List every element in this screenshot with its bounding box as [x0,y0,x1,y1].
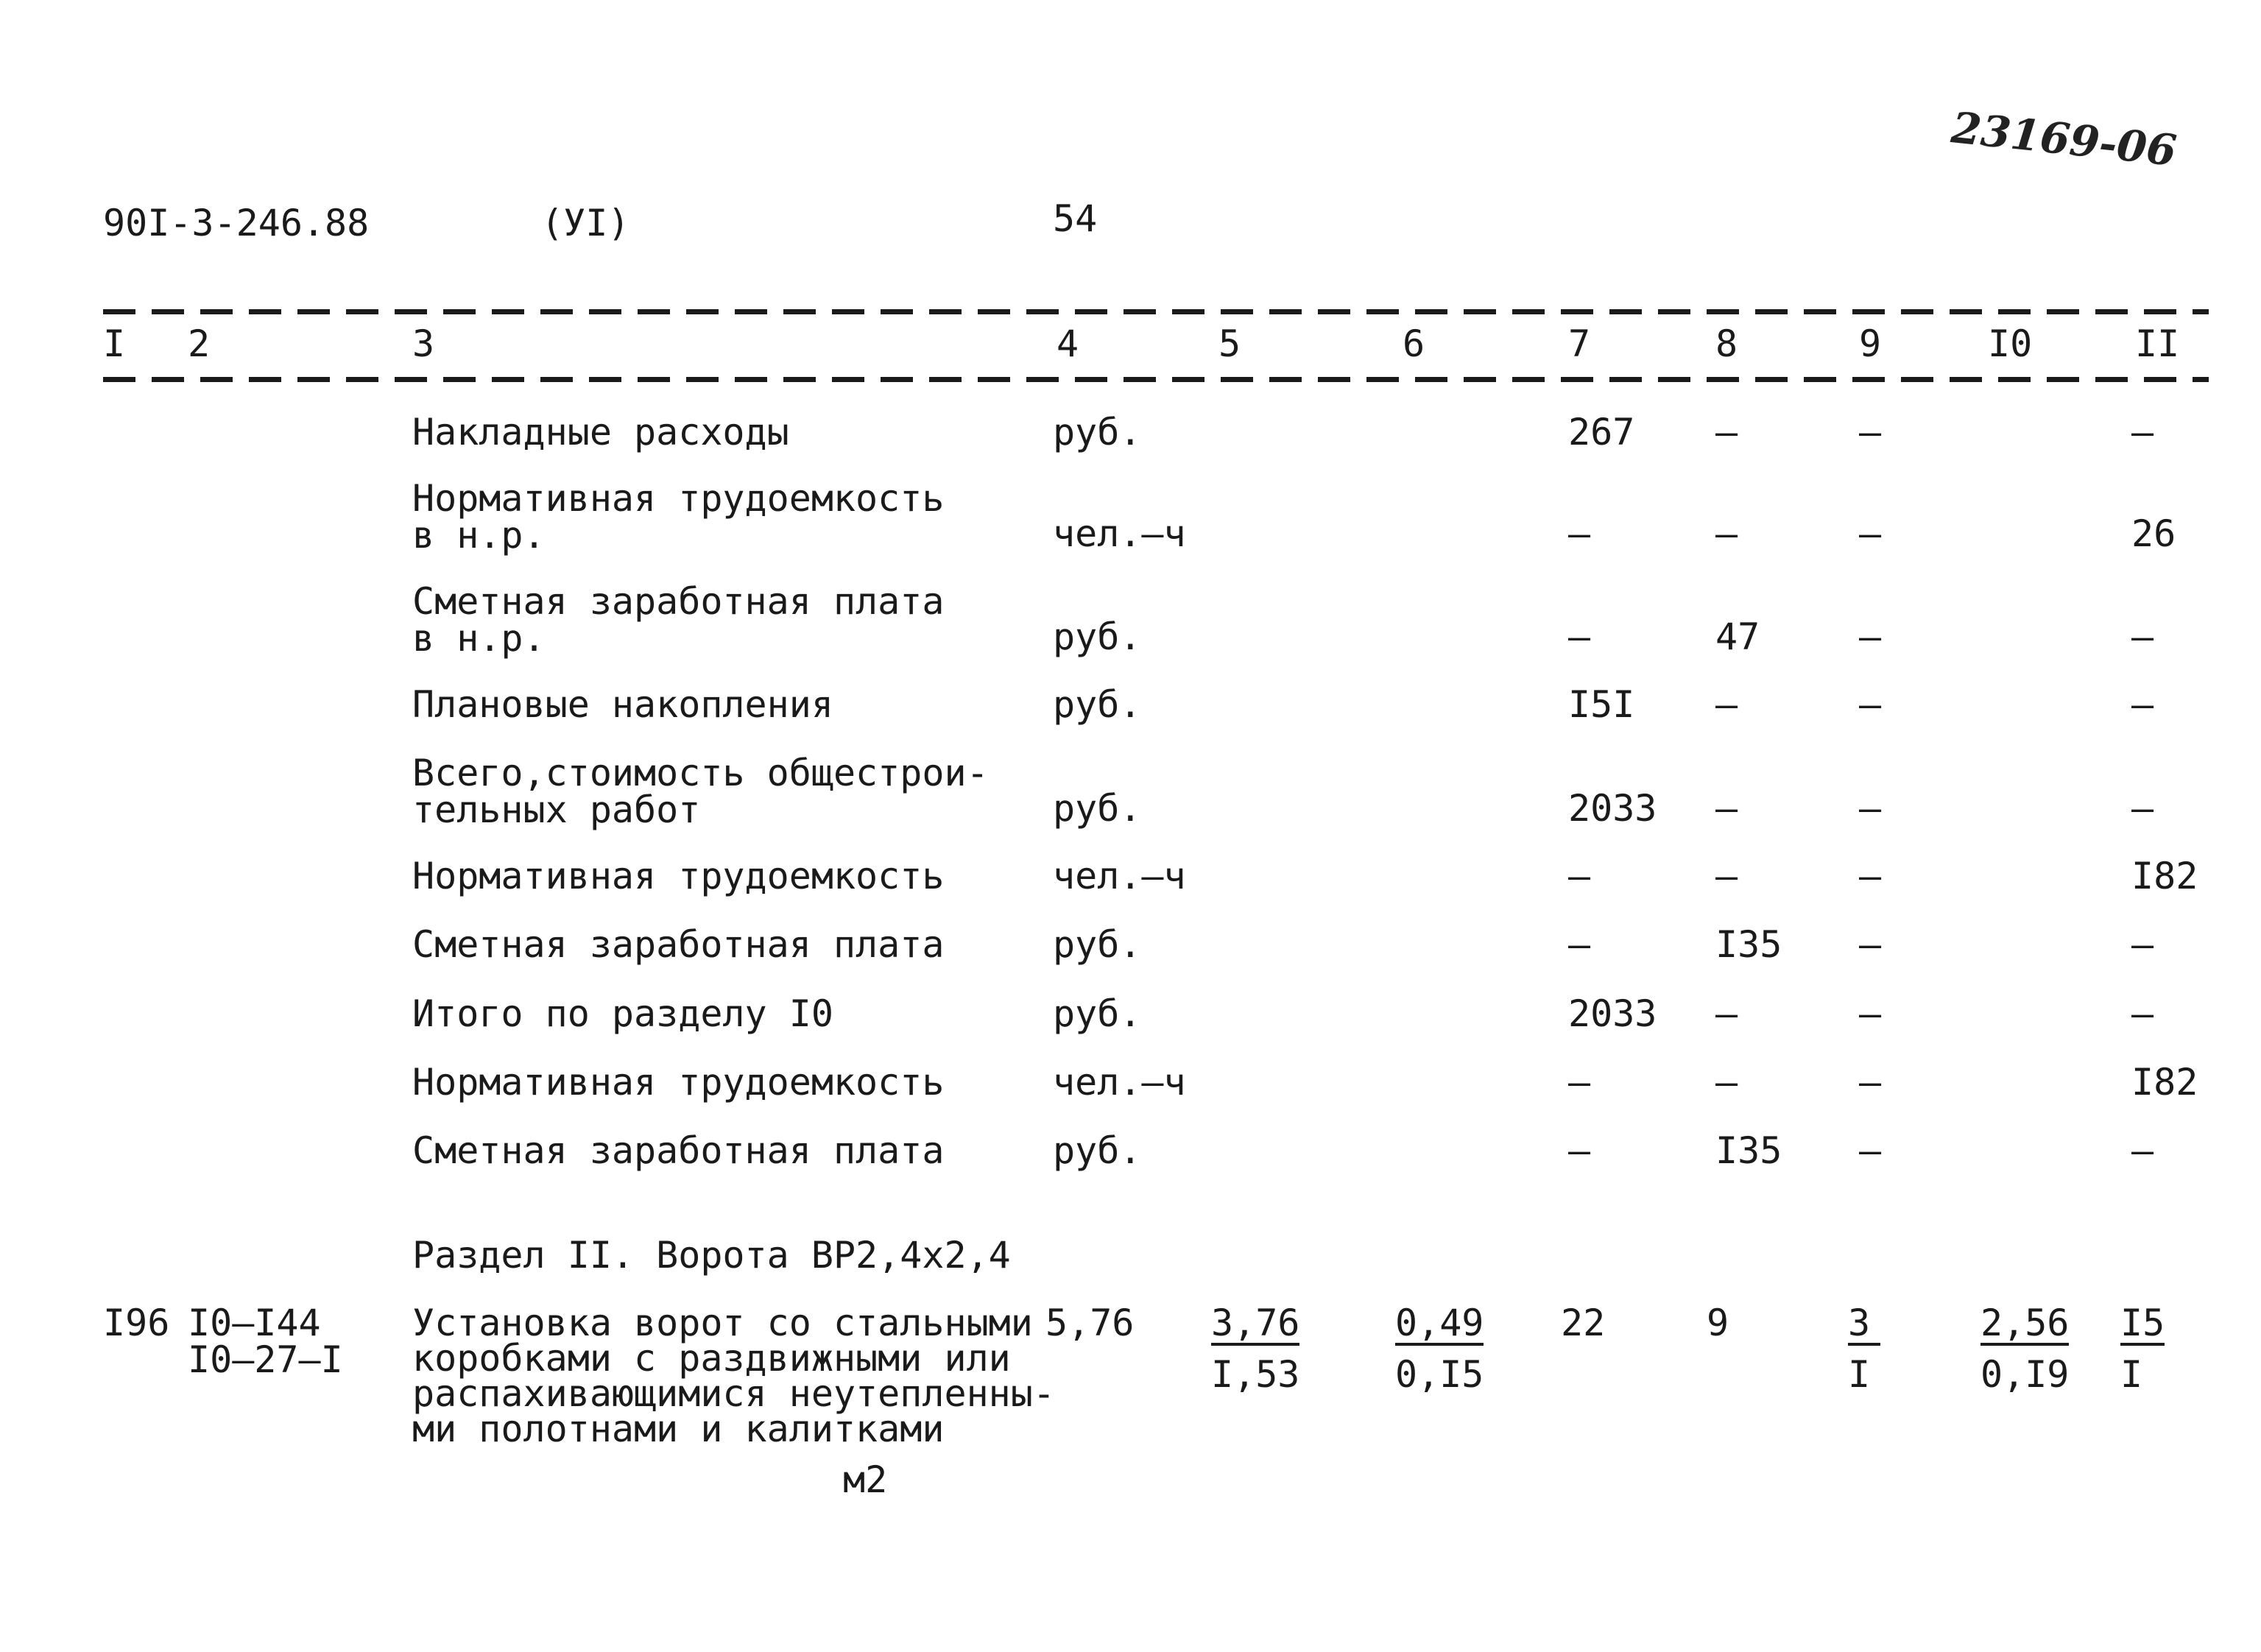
row-col7: – [1568,1129,1591,1172]
item-col9-top: 3 [1848,1305,1880,1346]
column-header-11: II [2135,322,2180,365]
row-col9: – [1859,855,1882,897]
row-col7: 2033 [1568,992,1657,1035]
row-col8: – [1715,411,1738,453]
row-col11: – [2131,992,2154,1035]
item-description-line4: ми полотнами и калитками [412,1408,945,1450]
volume-label: (УI) [541,202,630,244]
row-col7: – [1568,615,1591,658]
row-col8: – [1715,683,1738,726]
row-name: Сметная заработная плата [412,1129,945,1172]
row-col9: – [1859,923,1882,966]
row-col7: 2033 [1568,787,1657,830]
row-col7: – [1568,1061,1591,1104]
item-col6-bottom: 0,I5 [1395,1353,1484,1396]
column-header-9: 9 [1859,322,1882,365]
row-col9: – [1859,1061,1882,1104]
row-col9: – [1859,411,1882,453]
row-col9: – [1859,1129,1882,1172]
item-description-line3: распахивающимися неутепленны- [412,1372,1055,1415]
row-col8: 47 [1715,615,1760,658]
item-code-2: I0–27–I [188,1338,343,1381]
column-header-6: 6 [1403,322,1425,365]
item-col10-top: 2,56 [1980,1302,2070,1344]
item-description-line2: коробками с раздвижными или [412,1337,1011,1380]
row-col11: – [2131,411,2154,453]
row-unit: руб. [1053,992,1142,1035]
item-col6-top: 0,49 [1395,1302,1484,1344]
row-col8: – [1715,855,1738,897]
row-name: Нормативная трудоемкость [412,855,945,897]
row-name-line2: тельных работ [412,788,701,831]
row-col8: – [1715,992,1738,1035]
row-name-line1: Нормативная трудоемкость [412,477,945,520]
item-col4: 5,76 [1045,1302,1135,1344]
header-top-rule [103,309,2209,314]
item-col11-top: I5 [2120,1302,2165,1344]
column-header-3: 3 [412,322,435,365]
item-number: I96 [103,1302,170,1344]
row-unit: чел.–ч [1053,855,1186,897]
row-col7: – [1568,512,1591,555]
row-col11: I82 [2131,1061,2198,1104]
item-col11-bottom: I [2120,1353,2143,1396]
row-name: Итого по разделу I0 [412,992,833,1035]
row-col9: – [1859,787,1882,830]
document-code: 90I-3-246.88 [103,202,370,244]
item-unit: м2 [843,1458,888,1501]
item-col9-bottom: I [1848,1353,1871,1396]
row-name-line2: в н.р. [412,617,546,660]
item-col10-bottom: 0,I9 [1980,1353,2070,1396]
row-unit: руб. [1053,923,1142,966]
row-col7: – [1568,855,1591,897]
row-name-line1: Сметная заработная плата [412,580,945,623]
item-description-line1: Установка ворот со стальными [412,1302,1033,1344]
row-col11: – [2131,615,2154,658]
row-unit: чел.–ч [1053,1061,1186,1104]
row-col11: – [2131,923,2154,966]
row-col11: – [2131,1129,2154,1172]
row-name-line2: в н.р. [412,514,546,557]
column-header-1: I [103,322,126,365]
row-name: Плановые накопления [412,683,833,726]
row-col8: – [1715,512,1738,555]
row-col7: 267 [1568,411,1635,453]
row-name: Накладные расходы [412,411,789,453]
row-unit: руб. [1053,411,1142,453]
column-header-5: 5 [1218,322,1241,365]
item-code-1: I0–I44 [188,1302,321,1344]
column-header-4: 4 [1057,322,1079,365]
row-col11: I82 [2131,855,2198,897]
header-bottom-rule [103,377,2209,382]
document-stamp: 23169-06 [1949,102,2179,176]
item-col5-bottom: I,53 [1211,1353,1300,1396]
section-title: Раздел II. Ворота ВР2,4х2,4 [412,1234,1011,1277]
row-col7: – [1568,923,1591,966]
row-col11: – [2131,683,2154,726]
row-col11: 26 [2131,512,2176,555]
row-col11: – [2131,787,2154,830]
column-header-2: 2 [188,322,211,365]
item-col8: 9 [1707,1302,1729,1344]
column-header-8: 8 [1715,322,1738,365]
column-header-10: I0 [1988,322,2033,365]
row-col8: I35 [1715,923,1782,966]
row-unit: чел.–ч [1053,512,1186,555]
row-col9: – [1859,615,1882,658]
row-unit: руб. [1053,1129,1142,1172]
item-col7: 22 [1561,1302,1606,1344]
row-col8: – [1715,1061,1738,1104]
row-name: Сметная заработная плата [412,923,945,966]
row-col8: – [1715,787,1738,830]
row-col8: I35 [1715,1129,1782,1172]
column-header-7: 7 [1568,322,1591,365]
row-col9: – [1859,683,1882,726]
row-name-line1: Всего,стоимость общестрои- [412,752,989,794]
page-number: 54 [1053,197,1098,240]
row-unit: руб. [1053,615,1142,658]
row-unit: руб. [1053,787,1142,830]
item-col5-top: 3,76 [1211,1302,1300,1344]
row-name: Нормативная трудоемкость [412,1061,945,1104]
row-col7: I5I [1568,683,1635,726]
row-col9: – [1859,512,1882,555]
row-col9: – [1859,992,1882,1035]
row-unit: руб. [1053,683,1142,726]
